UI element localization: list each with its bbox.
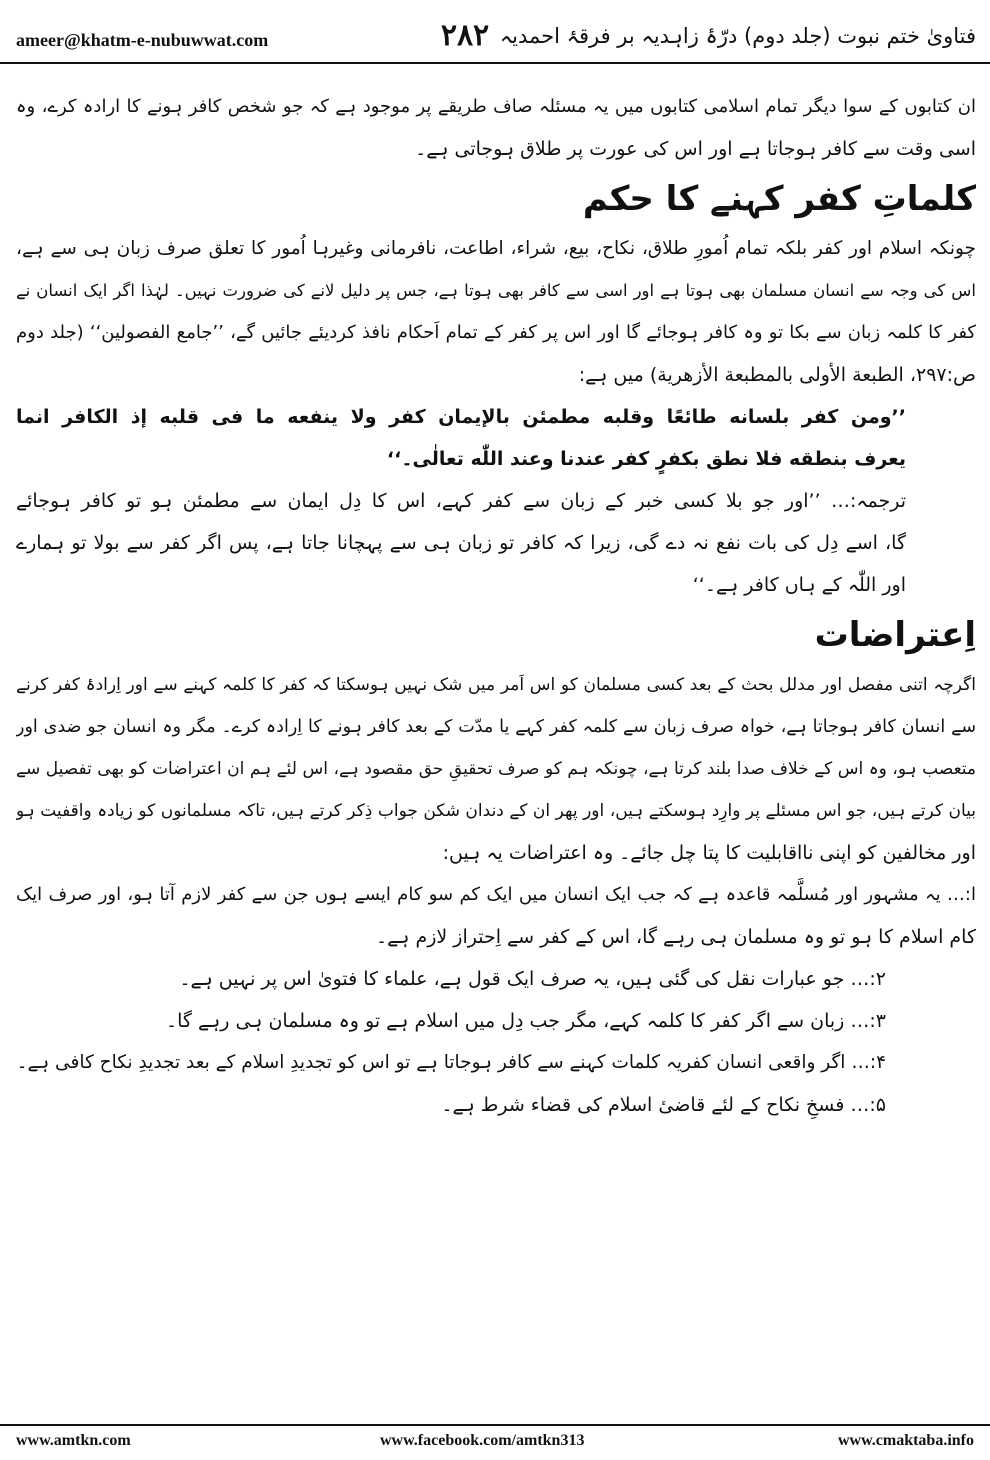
translation-line: ترجمہ:… ’’اور جو بلا کسی خبر کے زبان سے کفر کہے، اس کا دِل ایمان سے مطمئن ہو تو کافر ہوجائے [16,490,906,512]
text-line: ان کتابوں کے سوا دیگر تمام اسلامی کتابوں میں یہ مسئلہ صاف طریقے پر موجود ہے کہ جو شخص کافر ہونے کا ارادہ کرے، وہ [16,96,976,117]
objection-item: کام اسلام کا ہو تو وہ مسلمان ہی رہے گا، اس کے کفر سے اِحتراز لازم ہے۔ [376,926,976,948]
objection-item: ۵:… فسخِ نکاح کے لئے قاضیٔ اسلام کی قضاء شرط ہے۔ [441,1094,886,1116]
translation-block [16,480,906,606]
header-email[interactable]: ameer@khatm-e-nubuwwat.com [16,30,269,50]
intro-paragraph [16,86,976,170]
objection-item: ۴:… اگر واقعی انسان کفریہ کلمات کہنے سے کافر ہوجاتا ہے تو اس کو تجدیدِ اسلام کے بعد تجدیدِ نکاح کافی ہے۔ [16,1052,886,1073]
quote-line: ’’ومن کفر بلسانه طائعًا وقلبه مطمئن بالإیمان کفر ولا ینفعه ما فی قلبه إذ الکافر انما [16,406,906,428]
section-heading: اِعتراضات [814,615,976,655]
text-line: اس کی وجہ سے انسان مسلمان بھی ہوتا ہے اور اسی سے کافر بھی ہوتا ہے، جس پر دلیل لانے کی ضرورت نہیں۔ لہٰذا اگر ایک انسان نے [16,281,976,300]
section-heading: کلماتِ کفر کہنے کا حکم [582,179,976,219]
book-title: فتاویٰ ختم نبوت (جلد دوم) درّۂ زاہدیہ بر فرقۂ احمدیہ [499,24,976,48]
quote-line: یعرف بنطقه فلا نطق بکفرٍ کفر عندنا وعند اللّٰه تعالٰی۔‘‘ [386,448,906,470]
header-divider [0,62,990,64]
footer-link-cmaktaba[interactable]: www.cmaktaba.info [837,1432,974,1449]
text-line: ص:۲۹۷، الطبعة الأولی بالمطبعة الأزهرية) میں ہے: [578,364,976,386]
text-line: چونکہ اسلام اور کفر بلکہ تمام اُمورِ طلاق، نکاح، بیع، شراء، اطاعت، نافرمانی وغیرہا اُمور کا تعلق صرف زبان ہی سے ہے، [16,238,976,259]
objection-item: ا:… یہ مشہور اور مُسلَّمہ قاعدہ ہے کہ جب ایک انسان میں ایک کم سو کام ایسے ہوں جن سے کفر لازم آتا ہو، اور صرف ایک [16,884,976,905]
page-footer [0,1432,990,1456]
footer-divider [0,1424,990,1426]
text-line: کفر کا کلمہ زبان سے بکا تو وہ کافر ہوجائے گا اور اس پر کفر کے تمام اَحکام نافذ کردیئے جائیں گے، ’’جامع الفصولین‘‘ (جلد دوم [16,322,976,343]
text-line: اگرچہ اتنی مفصل اور مدلل بحث کے بعد کسی مسلمان کو اس اَمر میں شک نہیں ہوسکتا کہ کفر کا کلمہ کہنے سے اور اِرادۂ کفر کرنے [16,675,976,695]
translation-line: گا، اسے دِل کی بات نفع نہ دے گی، زیرا کہ کافر تو زبان ہی سے پہچانا جاتا ہے، پس اگر کفر سے بولا تو ہمارے [16,532,906,554]
footer-link-facebook[interactable]: www.facebook.com/amtkn313 [380,1432,585,1449]
arabic-quote [16,396,906,480]
translation-line: اور اللّٰہ کے ہاں کافر ہے۔‘‘ [692,574,906,596]
footer-link-amtkn[interactable]: www.amtkn.com [16,1432,131,1449]
text-line: اسی وقت سے کافر ہوجاتا ہے اور اس کی عورت پر طلاق ہوجاتی ہے۔ [415,138,976,160]
objection-item: ۲:… جو عبارات نقل کی گئی ہیں، یہ صرف ایک قول ہے، علماء کا فتویٰ اس پر نہیں ہے۔ [179,968,886,990]
page-content [0,86,990,1411]
text-line: بیان کرتے ہیں، جو اس مسئلے پر وارِد ہوسکتے ہیں، اور پھر ان کے دندان شکن جواب ذِکر کرتے ہیں، تاکہ مسلمانوں کو زیادہ واقفیت ہو [16,801,976,821]
text-line: سے انسان کافر ہوجاتا ہے، خواہ صرف زبان سے کلمہ کفر کہے یا مدّت کے بعد کافر ہونے کا اِرادہ کرے۔ مگر وہ انسان جو ضدی اور [16,717,976,737]
objection-item: ۳:… زبان سے اگر کفر کا کلمہ کہے، مگر جب دِل میں اسلام ہے تو وہ مسلمان ہی رہے گا۔ [165,1010,886,1032]
text-line: متعصب ہو، وہ اس کے خلاف صدا بلند کرتا ہے، چونکہ ہم کو صرف تحقیقِ حق مقصود ہے، اس لئے ہم ان اعتراضات کو بھی تفصیل سے [16,759,976,779]
page-number: ۲۸۲ [440,18,490,53]
objections-list [16,874,976,1126]
section-kalimat-e-kufr [16,170,976,606]
section-itirazat [16,606,976,1126]
text-line: اور مخالفین کو اپنی نااقابلیت کا پتا چل جائے۔ وہ اعتراضات یہ ہیں: [442,842,976,864]
